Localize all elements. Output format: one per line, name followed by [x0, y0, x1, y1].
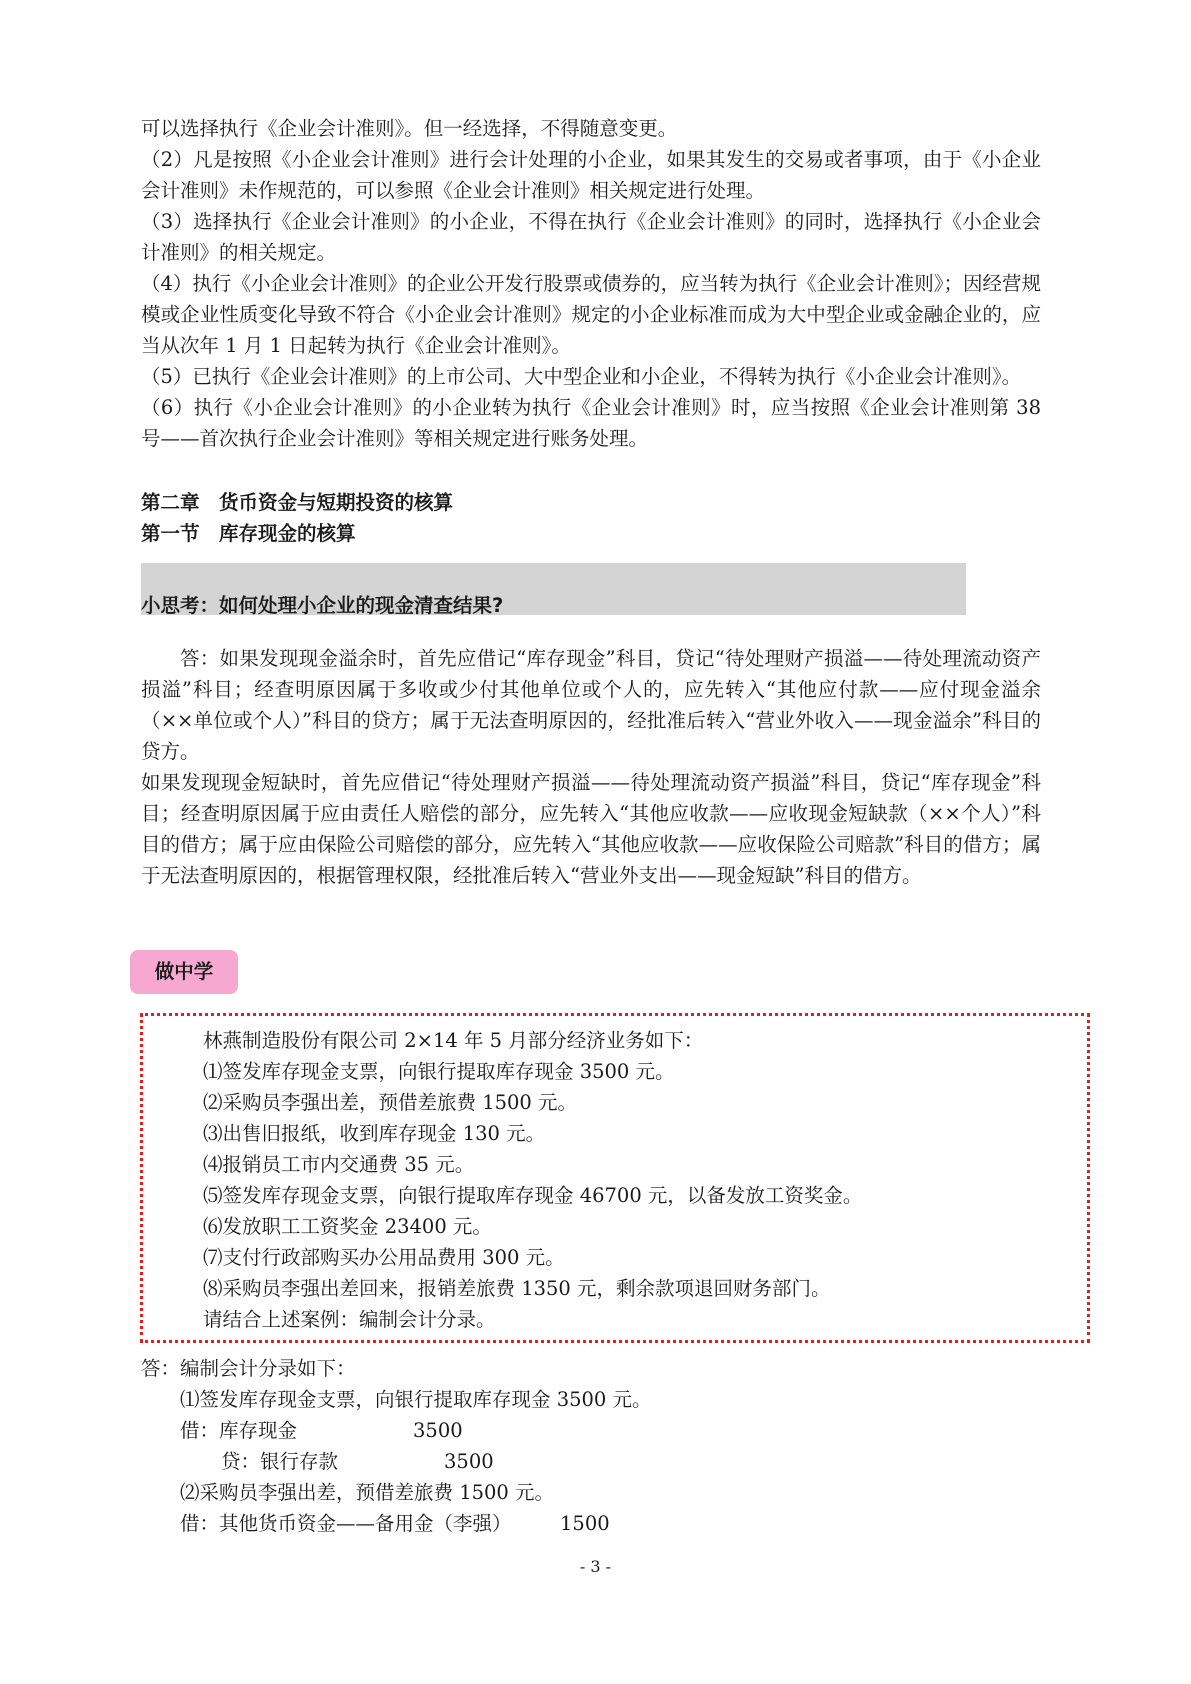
case-line: ⑸签发库存现金支票，向银行提取库存现金 46700 元，以备发放工资奖金。	[203, 1184, 863, 1207]
case-line: 请结合上述案例：编制会计分录。	[203, 1308, 496, 1331]
case-line: ⑴签发库存现金支票，向银行提取库存现金 3500 元。	[203, 1060, 675, 1083]
entry1-debit-account: 借：库存现金	[180, 1419, 298, 1442]
think-question-text: 小思考：如何处理小企业的现金清查结果?	[141, 594, 504, 615]
case-line: ⑹发放职工工资奖金 23400 元。	[203, 1215, 492, 1238]
case-line: ⑷报销员工市内交通费 35 元。	[203, 1153, 475, 1176]
entry2-debit-amount: 1500	[560, 1512, 610, 1535]
intro-paragraph-4: （4）执行《小企业会计准则》的企业公开发行股票或债券的，应当转为执行《企业会计准则》；因经营规模或企业性质变化导致不符合《小企业会计准则》规定的小企业标准而成为大中型企业或金融企业的，应当从次年 1 月 1 日起转为执行《企业会计准则》。	[141, 272, 1041, 357]
intro-paragraph-3: （3）选择执行《企业会计准则》的小企业，不得在执行《企业会计准则》的同时，选择执行《小企业会计准则》的相关规定。	[141, 210, 1041, 264]
intro-paragraph-5: （5）已执行《企业会计准则》的上市公司、大中型企业和小企业，不得转为执行《小企业会计准则》。	[141, 365, 1022, 388]
solution-item-1: ⑴签发库存现金支票，向银行提取库存现金 3500 元。	[180, 1388, 652, 1411]
chapter-title: 第二章 货币资金与短期投资的核算	[141, 491, 454, 514]
case-line: ⑻采购员李强出差回来，报销差旅费 1350 元，剩余款项退回财务部门。	[203, 1277, 831, 1300]
page-number: - 3 -	[579, 1557, 612, 1576]
solution-intro: 答：编制会计分录如下：	[141, 1357, 356, 1380]
answer-paragraph-2: 如果发现现金短缺时，首先应借记“待处理财产损溢——待处理流动资产损溢”科目，贷记“库存现金”科目；经查明原因属于应由责任人赔偿的部分，应先转入“其他应收款——应收现金短缺款（××个人）”科目的借方；属于应由保险公司赔偿的部分，应先转入“其他应收款——应收保险公司赔款”科目的借方；属于无法查明原因的，根据管理权限，经批准后转入“营业外支出——现金短缺”科目的借方。	[141, 771, 1041, 887]
practice-tag: 做中学	[130, 950, 238, 994]
entry2-debit-account: 借：其他货币资金——备用金（李强）	[180, 1512, 512, 1535]
think-question-bar	[141, 563, 966, 615]
answer-paragraph-1: 答：如果发现现金溢余时，首先应借记“库存现金”科目，贷记“待处理财产损溢——待处理流动资产损溢”科目；经查明原因属于多收或少付其他单位或个人的，应先转入“其他应付款——应付现金溢余（××单位或个人）”科目的贷方；属于无法查明原因的，经批准后转入“营业外收入——现金溢余”科目的贷方。	[141, 647, 1041, 763]
solution-item-2: ⑵采购员李强出差，预借差旅费 1500 元。	[180, 1481, 555, 1504]
intro-paragraph-6: （6）执行《小企业会计准则》的小企业转为执行《企业会计准则》时，应当按照《企业会计准则第 38 号——首次执行企业会计准则》等相关规定进行账务处理。	[141, 396, 1041, 450]
intro-paragraph-1: 可以选择执行《企业会计准则》。但一经选择，不得随意变更。	[141, 117, 678, 140]
entry1-credit-account: 贷：银行存款	[221, 1450, 339, 1473]
entry1-debit-amount: 3500	[413, 1419, 463, 1442]
case-line: ⑺支付行政部购买办公用品费用 300 元。	[203, 1246, 565, 1269]
case-line: ⑶出售旧报纸，收到库存现金 130 元。	[203, 1122, 546, 1145]
case-line: ⑵采购员李强出差，预借差旅费 1500 元。	[203, 1091, 578, 1114]
section-title: 第一节 库存现金的核算	[141, 522, 356, 545]
case-box	[140, 1013, 1090, 1343]
case-line: 林燕制造股份有限公司 2×14 年 5 月部分经济业务如下：	[203, 1029, 704, 1052]
intro-paragraph-2: （2）凡是按照《小企业会计准则》进行会计处理的小企业，如果其发生的交易或者事项，由于《小企业会计准则》未作规范的，可以参照《企业会计准则》相关规定进行处理。	[141, 148, 1041, 202]
entry1-credit-amount: 3500	[444, 1450, 494, 1473]
